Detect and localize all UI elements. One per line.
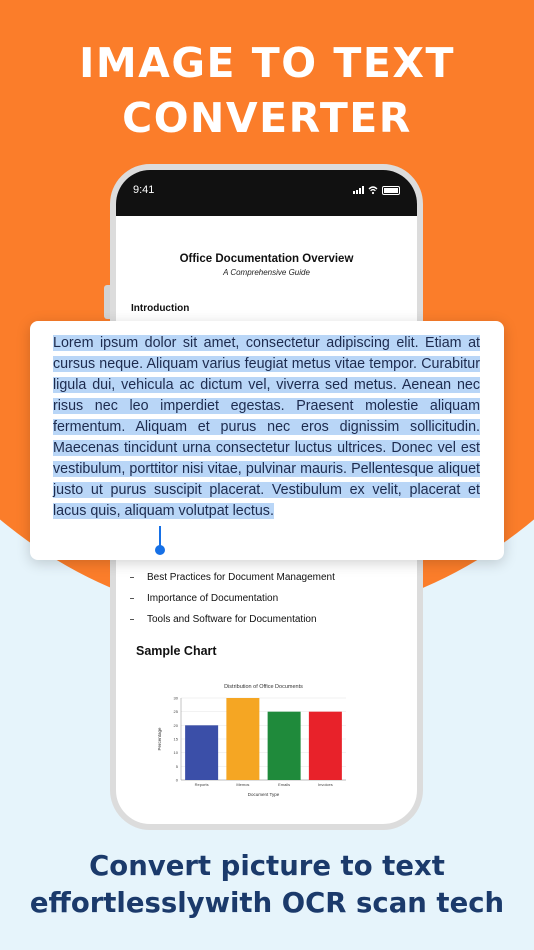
chart-x-tick-label: Invoices — [318, 782, 333, 787]
battery-icon — [382, 186, 400, 195]
document-intro-heading: Introduction — [131, 303, 190, 314]
bullet-icon — [130, 619, 134, 620]
chart-x-axis-label: Document Type — [247, 792, 280, 797]
sample-chart-heading: Sample Chart — [136, 644, 217, 658]
chart-y-tick-label: 0 — [175, 777, 178, 783]
headline — [0, 36, 534, 146]
bullet-icon — [130, 577, 134, 578]
chart-title: Distribution of Office Documents — [224, 684, 303, 690]
chart-bar-invoices — [309, 712, 342, 780]
chart-bar-reports — [185, 725, 218, 780]
chart-y-tick-label: 5 — [175, 763, 178, 769]
tagline — [0, 848, 534, 922]
signal-icon — [353, 186, 364, 194]
list-item: Best Practices for Document Management — [130, 567, 335, 588]
chart-y-tick-label: 15 — [173, 736, 178, 742]
chart-x-tick-label: Memos — [236, 782, 250, 787]
tagline-line-1: Convert picture to text — [89, 850, 445, 882]
ocr-text-selection[interactable] — [53, 333, 480, 522]
ocr-result-card — [30, 321, 504, 560]
chart-bar-emails — [268, 712, 301, 780]
headline-line-2: CONVERTER — [122, 94, 412, 142]
selection-handle[interactable] — [155, 545, 165, 555]
sample-bar-chart — [151, 680, 356, 802]
bullet-icon — [130, 598, 134, 599]
status-bar — [116, 170, 417, 216]
chart-y-axis-label: Percentage — [157, 727, 162, 751]
list-item: Importance of Documentation — [130, 588, 335, 609]
headline-line-1: IMAGE TO TEXT — [79, 39, 455, 87]
chart-y-tick-label: 30 — [173, 695, 178, 701]
wifi-icon — [368, 185, 378, 195]
document-bullet-list — [130, 567, 335, 630]
chart-x-tick-label: Emails — [278, 782, 291, 787]
status-icons — [353, 185, 400, 195]
selected-text[interactable]: Lorem ipsum dolor sit amet, consectetur adipiscing elit. Etiam at cursus neque. Aliquam varius feugiat metus vitae tempor. Curabitur ligula dui, vehicula ac dictum vel, viverra sed metus. Aenean nec risus nec leo imperdiet egestas. Praesent molestie aliquam fermentum. Aliquam et purus nec eros dignissim sollicitudin. Maecenas tincidunt urna consectetur luctus ultrices. Donec vel est vestibulum, porttitor nisi vitae, pulvinar mauris. Pellentesque aliquet justo ut purus suscipit placerat. Vestibulum ex velit, placerat et lacus quis, aliquam volutpat lectus. — [53, 335, 480, 519]
chart-y-tick-label: 20 — [173, 722, 178, 728]
document-title: Office Documentation Overview — [179, 253, 354, 265]
tagline-line-2: effortlesslywith OCR scan tech — [29, 887, 505, 919]
document-subtitle: A Comprehensive Guide — [223, 268, 310, 277]
chart-x-tick-label: Reports — [194, 782, 209, 787]
chart-y-tick-label: 25 — [173, 709, 178, 715]
list-item: Tools and Software for Documentation — [130, 609, 335, 630]
chart-bar-memos — [226, 698, 259, 780]
chart-y-tick-label: 10 — [173, 750, 178, 756]
status-time: 9:41 — [133, 184, 155, 196]
